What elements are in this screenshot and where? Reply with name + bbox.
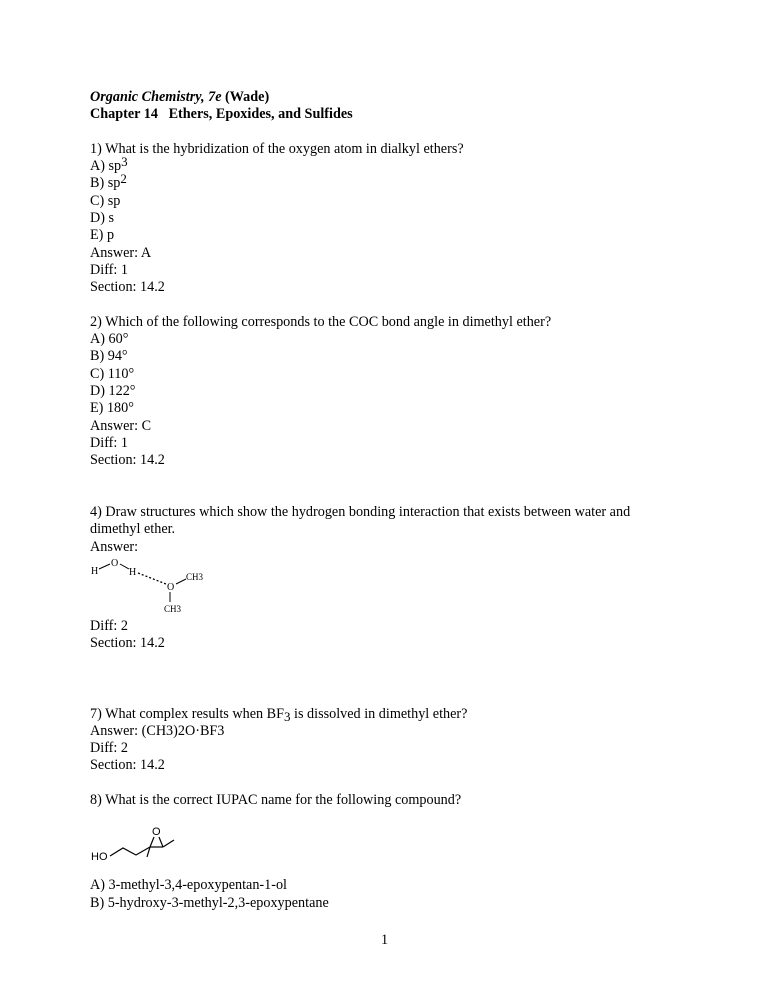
q1-option-d: D) s xyxy=(90,210,115,227)
epoxide-compound-figure xyxy=(90,825,190,865)
q2-diff: Diff: 1 xyxy=(90,434,128,451)
q1-option-a: A) $sp^3$ xyxy=(90,154,128,175)
q2-question: 2) Which of the following corresponds to the COC bond angle in dimethyl ether? xyxy=(90,313,552,330)
q1-option-c: C) sp xyxy=(90,192,121,209)
q1-option-a-superscript: 3 xyxy=(121,154,128,170)
q4-answer-label: Answer: xyxy=(90,538,139,555)
q2-option-c: C) 110° xyxy=(90,365,135,382)
q4-question-line1: 4) Draw structures which show the hydrogen bonding interaction that exists between water and xyxy=(90,504,631,521)
q7-answer: Answer: (CH3)2O·BF3 xyxy=(90,722,225,739)
q2-section: Section: 14.2 xyxy=(90,452,165,469)
hydroxyl-label: HO xyxy=(91,851,108,864)
water-hydrogen-left: H xyxy=(91,566,99,578)
chapter-title: Ethers, Epoxides, and Sulfides xyxy=(168,106,353,123)
page-number: 1 xyxy=(381,932,389,948)
q1-option-b: B) $sp^2$ xyxy=(90,171,127,192)
water-hydrogen-right: H xyxy=(129,567,137,579)
q7-question-subscript: 3 xyxy=(284,708,291,724)
q7-answer-formula: (CH3)2O·BF3 xyxy=(141,722,225,739)
q4-diff: Diff: 2 xyxy=(90,618,128,635)
q4-question-line2: dimethyl ether. xyxy=(90,521,176,538)
q1-option-e: E) p xyxy=(90,227,115,244)
book-title: Organic Chemistry, 7e xyxy=(90,89,222,105)
q1-diff: Diff: 1 xyxy=(90,261,128,278)
q2-option-b: B) 94° xyxy=(90,348,128,365)
hydrogen-bond-structure-figure xyxy=(90,558,220,614)
q7-section: Section: 14.2 xyxy=(90,757,165,774)
q2-option-a: A) 60° xyxy=(90,331,129,348)
q1-option-b-superscript: 2 xyxy=(120,171,127,187)
page-content xyxy=(90,89,710,912)
water-oxygen: O xyxy=(111,558,119,570)
book-header xyxy=(90,89,710,106)
q2-option-e: E) 180° xyxy=(90,400,134,417)
ether-oxygen: O xyxy=(167,582,175,594)
epoxide-oxygen-label: O xyxy=(152,826,161,839)
chapter-number: Chapter 14 xyxy=(90,106,158,123)
q2-option-d: D) 122° xyxy=(90,383,136,400)
q8-option-b: B) 5-hydroxy-3-methyl-2,3-epoxypentane xyxy=(90,894,329,911)
ether-methyl-bottom: CH3 xyxy=(164,604,182,615)
ether-methyl-top: CH3 xyxy=(186,572,204,583)
q2-answer: Answer: C xyxy=(90,417,152,434)
q1-question: 1) What is the hybridization of the oxygen atom in dialkyl ethers? xyxy=(90,140,464,157)
q8-option-a: A) 3-methyl-3,4-epoxypentan-1-ol xyxy=(90,877,287,894)
chapter-header xyxy=(90,106,710,123)
q8-question: 8) What is the correct IUPAC name for the following compound? xyxy=(90,791,462,808)
q1-answer: Answer: A xyxy=(90,244,152,261)
q1-section: Section: 14.2 xyxy=(90,279,165,296)
q7-diff: Diff: 2 xyxy=(90,740,128,757)
q4-section: Section: 14.2 xyxy=(90,635,165,652)
book-author: (Wade) xyxy=(225,89,270,105)
q7-question: 7) What complex results when BF3 is dissolved in dimethyl ether? xyxy=(90,705,468,724)
